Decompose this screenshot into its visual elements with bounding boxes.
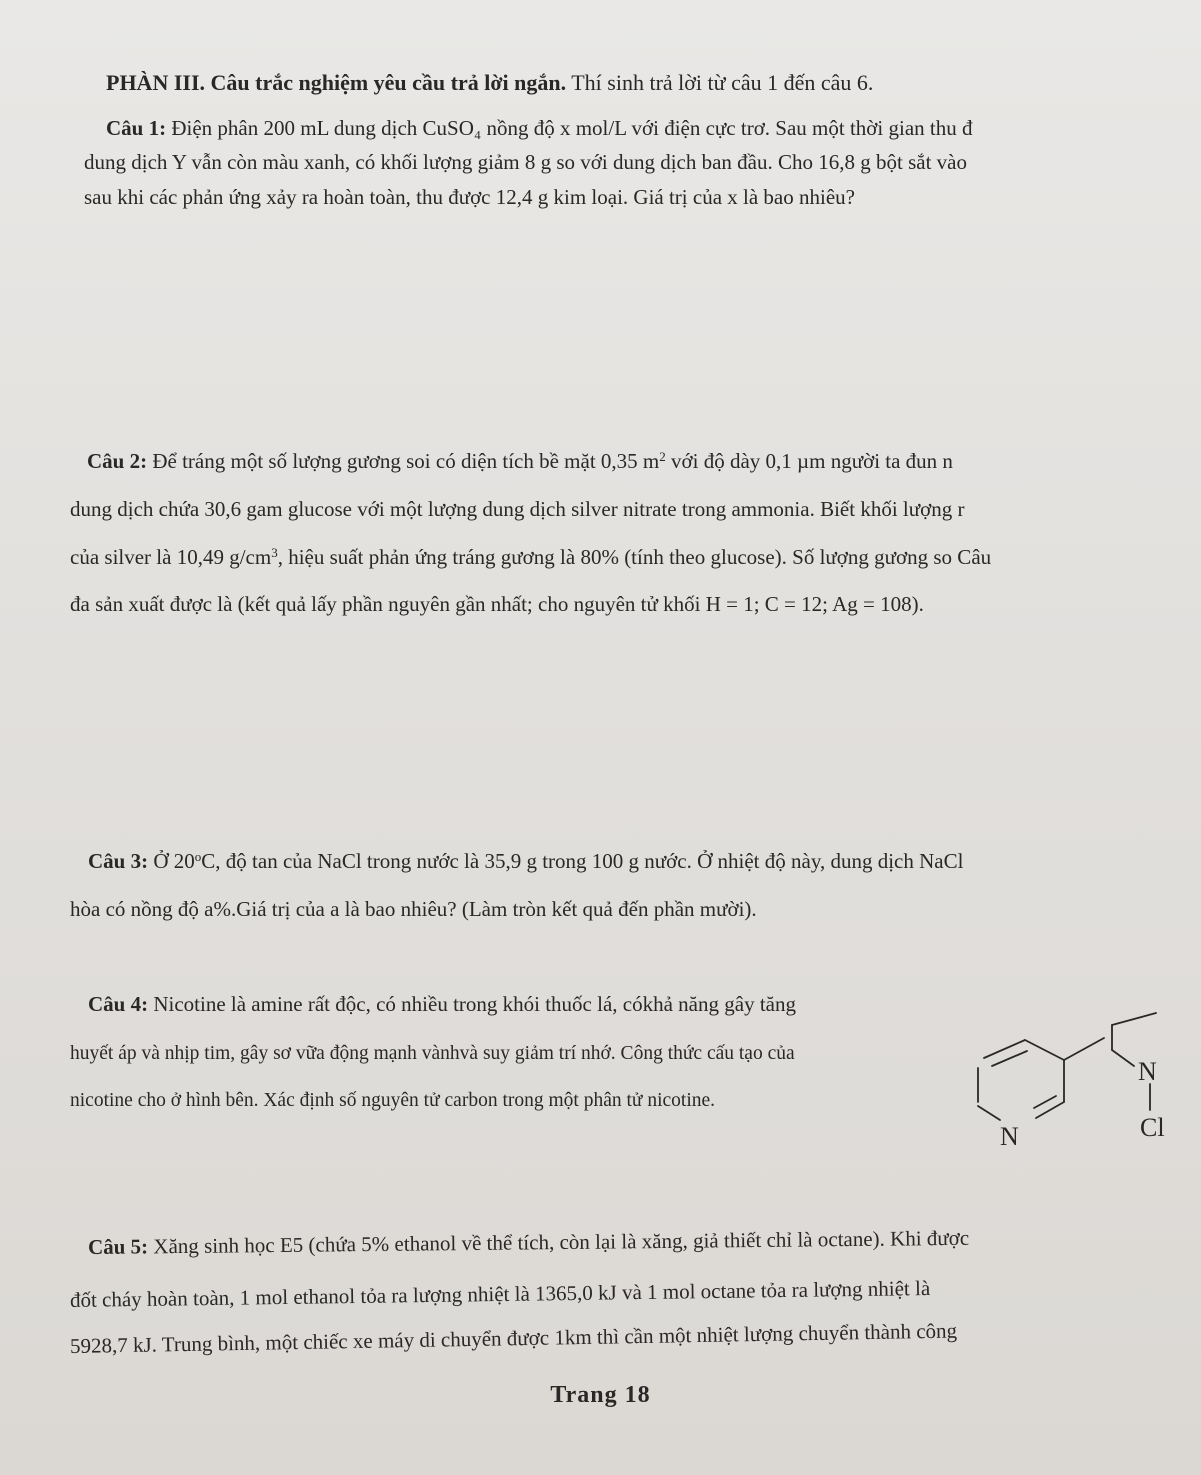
ring-nitrogen-label: N <box>1000 1122 1019 1151</box>
q4-line-3: nicotine cho ở hình bên. Xác định số nguyên tử carbon trong một phân tử nicotine. <box>70 1090 716 1111</box>
q2-text-1a: Để tráng một số lượng gương soi có diện tích bề mặt 0,35 m <box>147 449 660 473</box>
chain-nitrogen-label: N <box>1138 1057 1157 1086</box>
chlorine-label: Cl <box>1140 1113 1165 1142</box>
q1-label: Câu 1: <box>106 116 167 140</box>
q3-label: Câu 3: <box>88 849 149 873</box>
section-note: Thí sinh trả lời từ câu 1 đến câu 6. <box>566 70 874 95</box>
q1-line-2: dung dịch Y vẫn còn màu xanh, có khối lượng giảm 8 g so với dung dịch ban đầu. Cho 16,8 g bột sắt vào <box>84 150 967 174</box>
ring-bond-top-left-double <box>992 1051 1027 1066</box>
chain-bond-3 <box>1112 1050 1134 1066</box>
q2-line-1 <box>87 448 953 473</box>
ring-bond-top-right <box>1025 1040 1064 1060</box>
q3-sup-degree: o <box>194 848 202 864</box>
q1-line-1 <box>106 118 972 139</box>
q5-line-3: 5928,7 kJ. Trung bình, một chiếc xe máy di chuyển được 1km thì cần một nhiệt lượng chuyển thành công <box>69 1318 958 1358</box>
q2-text-1b: với độ dày 0,1 µm người ta đun n <box>665 449 953 473</box>
page-number: Trang 18 <box>550 1382 651 1408</box>
q2-text-3b: , hiệu suất phản ứng tráng gương là 80% (tính theo glucose). Số lượng gương so Câu <box>277 545 992 569</box>
q3-text-1b: C, độ tan của NaCl trong nước là 35,9 g trong 100 g nước. Ở nhiệt độ này, dung dịch NaCl <box>201 849 964 873</box>
ring-bond-bottom-right-double <box>1034 1096 1056 1108</box>
section-header <box>106 72 873 94</box>
chain-bond-1 <box>1112 1013 1156 1025</box>
q5-line-2: đốt cháy hoàn toàn, 1 mol ethanol tỏa ra lượng nhiệt là 1365,0 kJ và 1 mol octane tỏa ra lượng nhiệt là <box>69 1275 931 1312</box>
q4-text-1: Nicotine là amine rất độc, có nhiều trong khói thuốc lá, cókhả năng gây tăng <box>148 992 796 1016</box>
q1-line-3: sau khi các phản ứng xảy ra hoàn toàn, thu được 12,4 g kim loại. Giá trị của x là bao nhiêu? <box>84 185 855 209</box>
q2-sup-area: 2 <box>659 448 666 464</box>
ring-bond-bottom-left <box>978 1106 1000 1120</box>
q2-label: Câu 2: <box>87 449 148 473</box>
q2-line-2: dung dịch chứa 30,6 gam glucose với một lượng dung dịch silver nitrate trong ammonia. Biết khối lượng r <box>70 497 965 521</box>
q2-line-3 <box>70 544 992 569</box>
nicotine-structure-diagram <box>960 1010 1190 1160</box>
q5-line-1 <box>87 1225 970 1259</box>
section-title: PHÀN III. Câu trắc nghiệm yêu cầu trả lời ngắn. <box>106 70 567 95</box>
q2-line-4: đa sản xuất được là (kết quả lấy phần nguyên gần nhất; cho nguyên tử khối H = 1; C = 12; Ag = 108). <box>70 592 924 616</box>
q3-line-2: hòa có nồng độ a%.Giá trị của a là bao nhiêu? (Làm tròn kết quả đến phần mười). <box>70 897 757 921</box>
connector-bond <box>1064 1038 1104 1060</box>
q4-line-2: huyết áp và nhịp tim, gây sơ vữa động mạnh vànhvà suy giảm trí nhớ. Công thức cấu tạo của <box>70 1043 795 1064</box>
q2-sup-volume: 3 <box>271 544 278 560</box>
q5-label: Câu 5: <box>87 1234 149 1259</box>
q2-text-3a: của silver là 10,49 g/cm <box>70 545 272 569</box>
q3-line-1 <box>88 848 964 873</box>
q4-line-1 <box>88 994 796 1015</box>
q3-text-1a: Ở 20 <box>148 849 195 873</box>
q1-text-1: Điện phân 200 mL dung dịch CuSO₄ nồng độ x mol/L với điện cực trơ. Sau một thời gian thu đ <box>166 116 973 140</box>
q5-text-1: Xăng sinh học E5 (chứa 5% ethanol về thể tích, còn lại là xăng, giả thiết chỉ là octane). Khi được <box>147 1225 970 1259</box>
q4-label: Câu 4: <box>88 992 149 1016</box>
